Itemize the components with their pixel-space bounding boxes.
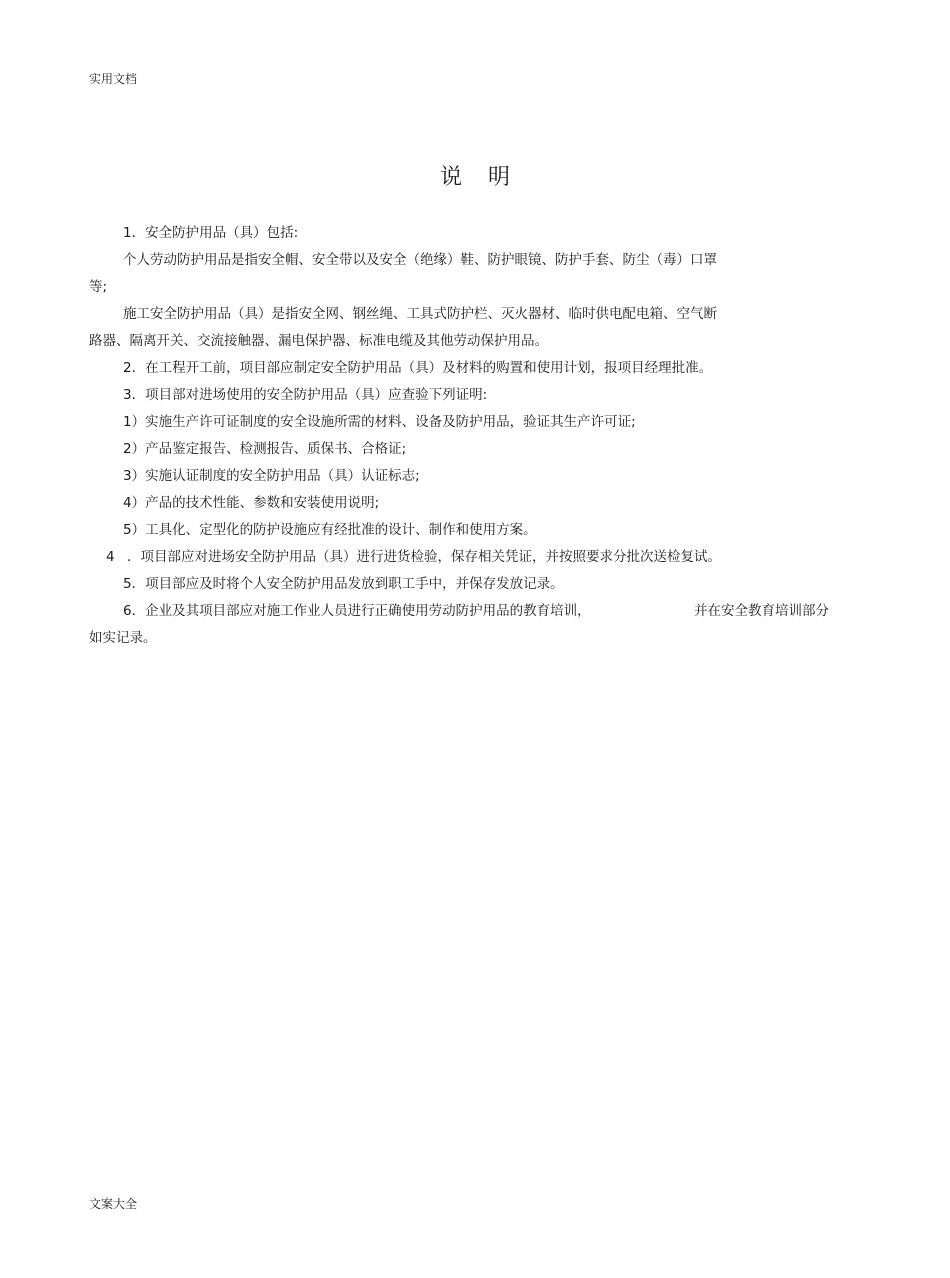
sub-item-2: 2）产品鉴定报告、检测报告、质保书、合格证;	[123, 441, 407, 457]
paragraph-construction-ppe-line-2: 路器、隔离开关、交流接触器、漏电保护器、标准电缆及其他劳动保护用品。	[89, 333, 548, 349]
item-6-line-2: 如实记录。	[89, 630, 157, 646]
sub-item-4: 4）产品的技术性能、参数和安装使用说明;	[123, 495, 380, 511]
item-4-text: ．项目部应对进场安全防护用品（具）进行进货检验，保存相关凭证，并按照要求分批次送检复试。	[127, 549, 721, 565]
sub-item-3: 3）实施认证制度的安全防护用品（具）认证标志;	[123, 468, 420, 484]
paragraph-personal-ppe-line-1: 个人劳动防护用品是指安全帽、安全带以及安全（绝缘）鞋、防护眼镜、防护手套、防尘（毒）口罩	[123, 252, 717, 268]
sub-item-1: 1）实施生产许可证制度的安全设施所需的材料、设备及防护用品，验证其生产许可证;	[123, 414, 636, 430]
item-3: 3．项目部对进场使用的安全防护用品（具）应查验下列证明:	[123, 387, 488, 403]
page-footer: 文案大全	[89, 1197, 138, 1211]
sub-item-5: 5）工具化、定型化的防护设施应有经批准的设计、制作和使用方案。	[123, 522, 537, 538]
item-6-line-1: 6．企业及其项目部应对施工作业人员进行正确使用劳动防护用品的教育培训，	[123, 603, 591, 619]
item-2: 2．在工程开工前，项目部应制定安全防护用品（具）及材料的购置和使用计划，报项目经理批准。	[123, 360, 713, 376]
item-4-number: 4	[106, 549, 115, 565]
document-title: 说明	[439, 165, 536, 190]
paragraph-construction-ppe-line-1: 施工安全防护用品（具）是指安全网、钢丝绳、工具式防护栏、灭火器材、临时供电配电箱、空气断	[123, 306, 717, 322]
item-6-line-1-continued: 并在安全教育培训部分	[694, 603, 829, 619]
paragraph-personal-ppe-line-2: 等;	[89, 279, 108, 295]
item-5: 5．项目部应及时将个人安全防护用品发放到职工手中，并保存发放记录。	[123, 576, 564, 592]
page-header: 实用文档	[89, 72, 138, 86]
item-1-heading: 1．安全防护用品（具）包括:	[123, 225, 299, 241]
